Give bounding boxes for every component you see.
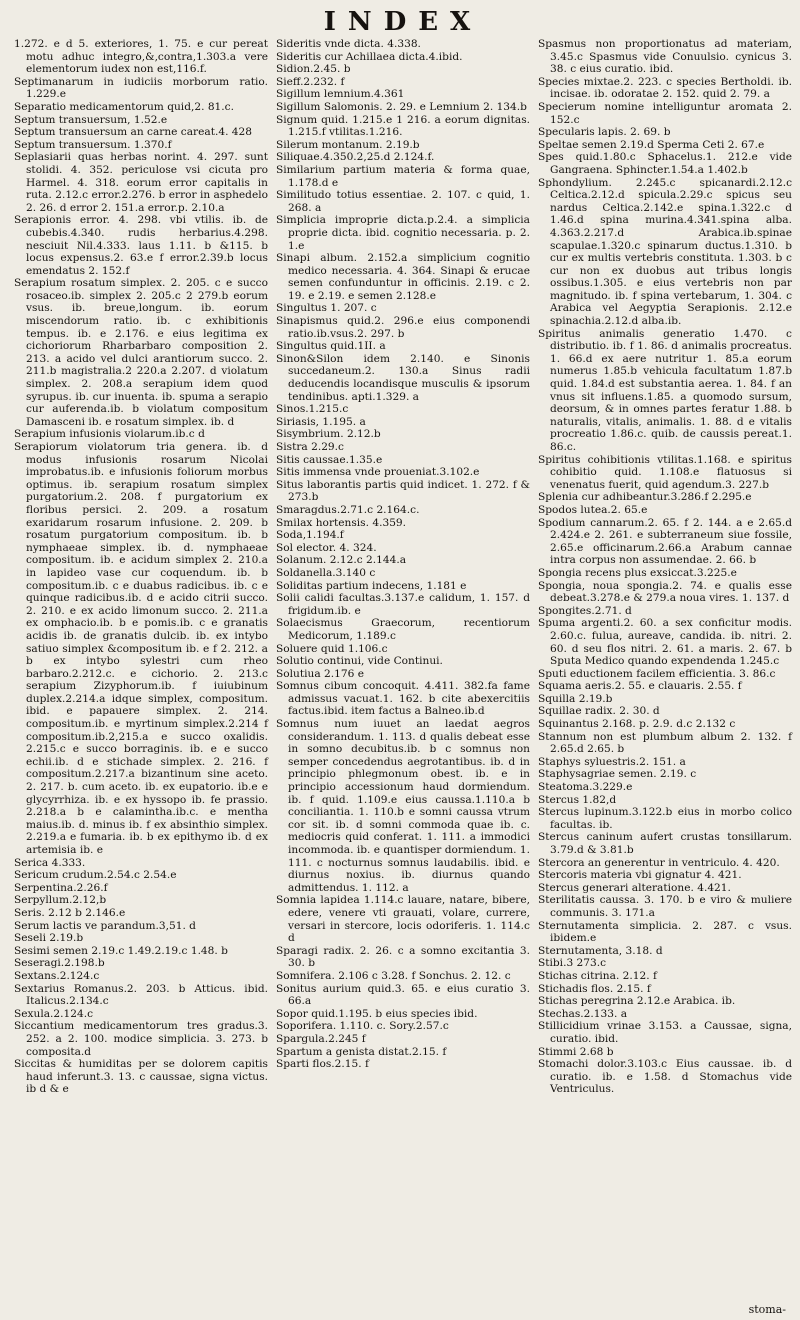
index-entry: Similarium partium materia & forma quae, 1.178.d e (276, 163, 530, 189)
index-entry: Serapium infusionis violarum.ib.c d (14, 428, 205, 441)
index-entry: Smaragdus.2.71.c 2.164.c. (276, 503, 420, 516)
index-entry: Sternutamenta, 3.18. d (538, 944, 663, 957)
index-entry: Stechas.2.133. a (538, 1007, 628, 1020)
index-entry: Stercus generari alteratione. 4.421. (538, 881, 731, 894)
index-entry: Steatoma.3.229.e (538, 781, 633, 794)
index-entry: Situs laborantis partis quid indicet. 1. 272. f & 273.b (276, 478, 530, 504)
index-entry: Serapium rosatum simplex. 2. 205. c e succo rosaceo.ib. simplex 2. 205.c 2 279.b eorum vsus. ib. breue,longum. ib. eorum miscendorum ratio. ib. c exhibitionis tempus. ib. e 2.176. e eius legitima ex cichoriorum Rharbarbaro composition 2. 213. a acido vel dulci arantiorum succo. 2. 211.b magistralia.2 220.a 2.207. d violatum simplex. 2. 208.a serapium idem quod syrupus. ib. cur inuenta. ib. spuma a serapio cur auferenda.ib. b violatum compositum Damasceni ib. e rosatum simplex. ib. d (14, 277, 268, 428)
index-entry: Squinantus 2.168. p. 2.9. d.c 2.132 c (538, 718, 736, 731)
index-entry: Stillicidium vrinae 3.153. a Caussae, signa, curatio. ibid. (538, 1020, 792, 1045)
index-entry: Spes quid.1.80.c Sphacelus.1. 212.e vide Gangraena. Sphincter.1.54.a 1.402.b (538, 151, 792, 176)
index-entry: Specularis lapis. 2. 69. b (538, 126, 671, 139)
index-entry: Septum transuersum, 1.52.e (14, 113, 168, 126)
index-entry: Sterilitatis caussa. 3. 170. b e viro & muliere communis. 3. 171.a (538, 894, 792, 919)
index-entry: Sericum crudum.2.54.c 2.54.e (14, 869, 177, 882)
index-entry: Singultus 1. 207. c (276, 302, 377, 315)
index-entry: Siccantium medicamentorum tres gradus.3. 252. a 2. 100. modice simplicia. 3. 273. b composita.d (14, 1020, 268, 1058)
index-entry: Stercora an generentur in ventriculo. 4. 420. (538, 856, 780, 869)
index-entry: Spongites.2.71. d (538, 604, 632, 617)
index-entry: Stannum non est plumbum album 2. 132. f 2.65.d 2.65. b (538, 730, 792, 756)
index-entry: Stichas citrina. 2.12. f (538, 969, 657, 982)
index-entry: 1.272. e d 5. exteriores, 1. 75. e cur pereat motu adhuc integro,&,contra,1.303.a vere elementorum iudex non est,116.f. (14, 38, 268, 76)
index-entry: Sieff.2.232. f (276, 75, 345, 88)
index-entry: Sigillum lemnium.4.361 (276, 88, 405, 101)
index-entry: Spiritus cohibitionis vtilitas.1.168. e spiritus cohibitio quid. 1.108.e flatuosus si venenatus fuerit, quid agendum.3. 227.b (538, 453, 792, 491)
index-entry: Stercus caninum aufert crustas tonsillarum. 3.79.d & 3.81.b (538, 831, 792, 856)
index-entry: Stercus 1.82,d (538, 793, 617, 806)
index-entry: Species mixtae.2. 223. c species Bertholdi. ib. incisae. ib. odoratae 2. 152. quid 2. 79. a (538, 75, 792, 101)
index-entry: Sputi eductionem facilem efficientia. 3. 86.c (538, 667, 776, 680)
index-entry: Simplicia improprie dicta.p.2.4. a simplicia proprie dicta. ibid. cognitio necessaria. p. 2. 1.e (276, 214, 530, 252)
index-entry: Spuma argenti.2. 60. a sex conficitur modis. 2.60.c. fulua, aureave, candida. ib. nitri. 2. 60. d seu flos nitri. 2. 61. a maris. 2. 67. b Sputa Medico quando expendenda 1.245.c (538, 617, 792, 668)
index-entry: Stimmi 2.68 b (538, 1045, 614, 1058)
index-entry: Spongia, noua spongia.2. 74. e qualis esse debeat.3.278.e & 279.a noua vires. 1. 137. d (538, 579, 792, 605)
index-entry: Seseli 2.19.b (14, 932, 84, 945)
index-entry: Seris. 2.12 b 2.146.e (14, 906, 126, 919)
column-left (14, 38, 268, 1096)
index-entry: Solii calidi facultas.3.137.e calidum, 1. 157. d frigidum.ib. e (276, 592, 530, 617)
index-entry: Sextarius Romanus.2. 203. b Atticus. ibid. Italicus.2.134.c (14, 982, 268, 1008)
index-entry: Staphys syluestris.2. 151. a (538, 755, 686, 768)
index-entry: Sonitus aurium quid.3. 65. e eius curatio 3. 66.a (276, 982, 530, 1008)
index-entry: Soluere quid 1.106.c (276, 642, 388, 655)
index-entry: Sitis immensa vnde proueniat.3.102.e (276, 466, 480, 479)
column-middle (276, 38, 530, 1096)
index-entry: Squilla 2.19.b (538, 692, 613, 705)
index-entry: Sinapi album. 2.152.a simplicium cognitio medico necessaria. 4. 364. Sinapi & erucae semen confunduntur in officinis. 2.19. c 2. 19. e 2.19. e semen 2.128.e (276, 252, 530, 302)
index-entry: Sigillum Salomonis. 2. 29. e Lemnium 2. 134.b (276, 100, 527, 113)
index-entry: Sinos.1.215.c (276, 403, 349, 416)
index-entry: Spodium cannarum.2. 65. f 2. 144. a e 2.65.d 2.424.e 2. 261. e subterraneum siue fossile, 2.65.e officinarum.2.66.a Arabum cannae intra corpus non assumendae. 2. 66. b (538, 516, 792, 567)
index-entry: Spongia recens plus exsiccat.3.225.e (538, 566, 737, 579)
index-entry: Solutio continui, vide Continui. (276, 655, 443, 668)
index-entry: Solaecismus Graecorum, recentiorum Medicorum, 1.189.c (276, 617, 530, 642)
index-entry: Soporifera. 1.110. c. Sory.2.57.c (276, 1020, 449, 1033)
index-entry: Siriasis, 1.195. a (276, 415, 366, 428)
index-entry: Solanum. 2.12.c 2.144.a (276, 554, 407, 567)
index-entry: Sparagi radix. 2. 26. c a somno excitantia 3. 30. b (276, 944, 530, 970)
index-entry: Somnia lapidea 1.114.c lauare, natare, bibere, edere, venere vti grauati, volare, currere, versari in stercore, locis odoriferis. 1. 114.c d (276, 894, 530, 945)
index-entry: Stibi.3 273.c (538, 957, 607, 970)
index-entry: Sidion.2.45. b (276, 63, 351, 76)
index-entry: Somnus num iuuet an laedat aegros considerandum. 1. 113. d qualis debeat esse in somno decubitus.ib. b c somnus non semper concedendus aegrotantibus. ib. d in principio phlegmonum obest. ib. e in principio accessionum haud dormiendum. ib. f quid. 1.109.e eius caussa.1.110.a b conciliantia. 1. 110.b e somni caussa vtrum cor sit. ib. d somni commoda quae ib. c. mediocris quid conferat. 1. 111. a immodici incommoda. ib. e quantisper dormiendum. 1. 111. c nocturnus somnus laudabilis. ibid. e diurnus noxius. ib. diurnus quando admittendus. 1. 112. a (276, 718, 530, 894)
column-right (538, 38, 792, 1096)
index-entry: Spodos lutea.2. 65.e (538, 503, 648, 516)
index-entry: Smilax hortensis. 4.359. (276, 516, 407, 529)
index-entry: Sphondylium. 2.245.c spicanardi.2.12.c Celtica.2.12.d spicula.2.29.c spicus seu nardus Celtica.2.142.e spina.1.322.c d 1.46.d spina murina.4.341.spina alba. 4.363.2.217.d Arabica.ib.spinae scapulae.1.320.c spinarum ductus.1.310. b cur ex multis vertebris constituta. 1.303. b c cur non ex duobus aut tribus longis ossibus.1.305. e eius vertebris non par magnitudo. ib. f spina vertebarum, 1. 304. c Arabica vel Aegyptia Serapionis. 2.12.e spinachia.2.12.d alba.ib. (538, 176, 792, 328)
index-entry: Siccitas & humiditas per se dolorem capitis haud inferunt.3. 13. c caussae, signa victus. ib d & e (14, 1058, 268, 1096)
index-entry: Silerum montanum. 2.19.b (276, 138, 420, 151)
index-entry: Splenia cur adhibeantur.3.286.f 2.295.e (538, 491, 752, 504)
index-entry: Separatio medicamentorum quid,2. 81.c. (14, 100, 234, 113)
index-entry: Solutiua 2.176 e (276, 667, 364, 680)
index-entry: Signum quid. 1.215.e 1 216. a eorum dignitas. 1.215.f vtilitas.1.216. (276, 113, 530, 139)
index-entry: Sistra 2.29.c (276, 441, 344, 453)
index-entry: Specierum nomine intelliguntur aromata 2. 152.c (538, 100, 792, 126)
index-entry: Serum lactis ve parandum.3,51. d (14, 919, 196, 932)
index-entry: Stichadis flos. 2.15. f (538, 982, 651, 995)
index-entry: Spartum a genista distat.2.15. f (276, 1045, 447, 1058)
index-entry: Sitis caussae.1.35.e (276, 453, 383, 466)
index-entry: Septimanarum in iudiciis morborum ratio. 1.229.e (14, 75, 268, 101)
index-entry: Squama aeris.2. 55. e clauaris. 2.55. f (538, 680, 742, 693)
index-entry: Serapionis error. 4. 298. vbi vtilis. ib. de cubebis.4.340. rudis herbarius.4.298. nesciuit Nil.4.333. laus 1.11. b &115. b locus expensus.2. 63.e f error.2.39.b locus emendatus 2. 152.f (14, 214, 268, 277)
index-entry: Singultus quid.1II. a (276, 340, 386, 353)
index-entry: Stercoris materia vbi gignatur 4. 421. (538, 869, 742, 882)
index-entry: Seplasiarii quas herbas norint. 4. 297. sunt stolidi. 4. 352. periculose vsi cicuta pro Harmel. 4. 318. eorum error capitalis in ruta. 2.12.c error.2.276. b error in asphedelo 2. 26. d error 2. 151.a error.p. 2.10.a (14, 151, 268, 214)
index-entry: Sideritis cur Achillaea dicta.4.ibid. (276, 50, 463, 63)
index-entry: Spargula.2.245 f (276, 1032, 366, 1045)
index-entry: Sol elector. 4. 324. (276, 541, 377, 554)
index-entry: Seseragi.2.198.b (14, 957, 105, 970)
index-columns (14, 38, 792, 1096)
index-entry: Septum transuersum. 1.370.f (14, 138, 172, 151)
index-entry: Somnifera. 2.106 c 3.28. f Sonchus. 2. 12. c (276, 969, 511, 982)
index-entry: Stercus lupinum.3.122.b eius in morbo colico facultas. ib. (538, 806, 792, 831)
index-entry: Stichas peregrina 2.12.e Arabica. ib. (538, 995, 736, 1008)
index-entry: Siliquae.4.350.2,25.d 2.124.f. (276, 151, 435, 164)
index-entry: Sinon&Silon idem 2.140. e Sinonis succedaneum.2. 130.a Sinus radii deducendis locandisque musculis & ipsorum tendinibus. apti.1.329. a (276, 352, 530, 403)
index-entry: Staphysagriae semen. 2.19. c (538, 768, 697, 781)
index-entry: Similitudo totius essentiae. 2. 107. c quid, 1. 268. a (276, 189, 530, 214)
index-entry: Sternutamenta simplicia. 2. 287. c vsus. ibidem.e (538, 919, 792, 945)
index-entry: Squillae radix. 2. 30. d (538, 705, 660, 718)
index-entry: Sexula.2.124.c (14, 1007, 94, 1020)
index-entry: Serapiorum violatorum tria genera. ib. d modus infusionis rosarum Nicolai improbatus.ib. e infusionis foliorum morbus optimus. ib. serapium rosatum simplex purgatorium.2. 208. f purgatorium ex floribus persici. 2. 209. a rosatum exaridarum rosarum infusione. 2. 209. b rosatum purgatorium compositum. ib. b nymphaeae simplex. ib. d. nymphaeae compositum. ib. e acidum simplex 2. 210.a in lapideo vase cur coquendum. ib. b compositum.ib. c e duabus radicibus. ib. c e quinque radicibus.ib. d e acido citrii succo. 2. 210. e ex acido limonum succo. 2. 211.a ex omphacio.ib. b e pomis.ib. c e granatis acidis ib. de granatis dulcib. ib. ex intybo satiuo simplex &compositum ib. e f 2. 212. a b ex intybo sylestri cum rheo barbaro.2.212.c. e cichorio. 2. 213.c serapium Zizyphorum.ib. f iuiubinum duplex.2.214.a idque simplex, compositum. ibid. e papauere simplex. 2. 214. compositum.ib. e myrtinum simplex.2.214 f compositum.ib.2,215.a e succo oxalidis. 2.215.c e succo borraginis. ib. e e succo echii.ib. d e stichade simplex. 2. 216. f compositum.2.217.a bizantinum sine aceto. 2. 217. b. cum aceto. ib. ex eupatorio. ib.e e glycyrrhiza. ib. e ex hyssopo ib. fe prassio. 2.218.a b e calamintha.ib.c. e mentha maius.ib. d. minus ib. f ex absinthio simplex. 2.219.a e fumaria. ib. b ex epithymo ib. d ex artemisia ib. e (14, 441, 268, 856)
index-entry: Serpyllum.2.12,b (14, 894, 107, 907)
index-entry: Spasmus non proportionatus ad materiam, 3.45.c Spasmus vide Conuulsio. cynicus 3. 38. c eius curatio. ibid. (538, 38, 792, 76)
index-entry: Sesimi semen 2.19.c 1.49.2.19.c 1.48. b (14, 944, 228, 957)
index-entry: Spiritus animalis generatio 1.470. c distributio. ib. f 1. 86. d animalis procreatus. 1. 66.d ex aere nutritur 1. 85.a eorum numerus 1.85.b vehicula facultatum 1.87.b quid. 1.84.d est substantia aerea. 1. 84. f an vnus sit influens.1.85. a quomodo sursum, deorsum, & in omnes partes feratur 1.88. b naturalis, vitalis, animalis. 1. 88. d e vitalis procreatio 1.86.c. quib. de caussis pereat.1. 86.c. (538, 327, 792, 453)
index-entry: Sparti flos.2.15. f (276, 1058, 369, 1071)
index-entry: Septum transuersum an carne careat.4. 428 (14, 126, 253, 139)
index-entry: Soliditas partium indecens, 1.181 e (276, 579, 467, 592)
index-entry: Serpentina.2.26.f (14, 881, 108, 894)
index-entry: Sopor quid.1.195. b eius species ibid. (276, 1007, 478, 1020)
index-entry: Sinapismus quid.2. 296.e eius componendi ratio.ib.vsus.2. 297. b (276, 315, 530, 340)
index-entry: Stomachi dolor.3.103.c Eius caussae. ib. d curatio. ib. e 1.58. d Stomachus vide Ventriculus. (538, 1058, 792, 1096)
index-entry: Serica 4.333. (14, 856, 86, 869)
index-entry: Sextans.2.124.c (14, 969, 100, 982)
index-entry: Sisymbrium. 2.12.b (276, 428, 381, 441)
catchword: stoma- (748, 1303, 786, 1316)
index-entry: Speltae semen 2.19.d Sperma Ceti 2. 67.e (538, 138, 765, 151)
page-header: INDEX (323, 7, 483, 37)
index-entry: Somnus cibum concoquit. 4.411. 382.fa fame admissus vacuat.1. 162. b cite abexercitiis factus.ibid. item factus a Balneo.ib.d (276, 680, 530, 718)
index-entry: Soda,1.194.f (276, 529, 344, 542)
index-entry: Soldanella.3.140 c (276, 566, 376, 579)
index-entry: Sideritis vnde dicta. 4.338. (276, 38, 421, 50)
